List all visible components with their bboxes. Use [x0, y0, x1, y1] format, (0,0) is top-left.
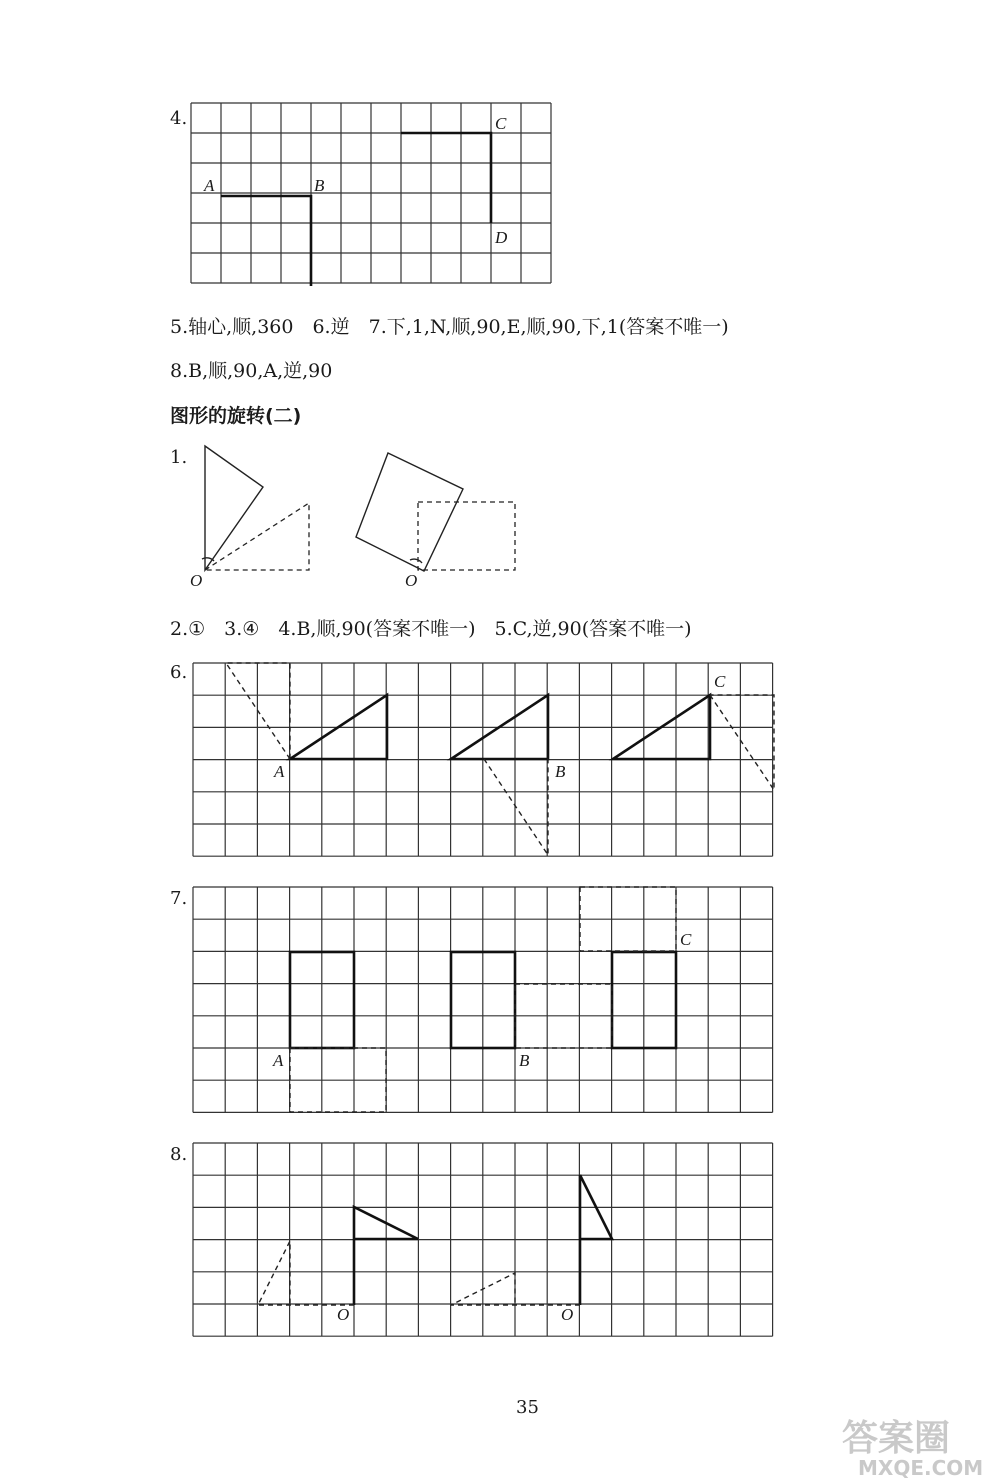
- label-a-6: A: [274, 762, 285, 781]
- label-c: C: [495, 114, 507, 133]
- label-c-7: C: [680, 930, 692, 949]
- section-title: 图形的旋转(二): [170, 405, 302, 427]
- watermark-logo: 答案圈: [842, 1418, 951, 1459]
- label-o-8a: O: [337, 1305, 350, 1324]
- page-number: 35: [516, 1397, 539, 1418]
- problem-8-number: 8.: [170, 1144, 188, 1165]
- problem-7-number: 7.: [170, 888, 188, 909]
- problem-1-number: 1.: [170, 447, 188, 468]
- watermark-url: MXQE.COM: [858, 1456, 984, 1480]
- answers-8: 8.B,顺,90,A,逆,90: [170, 360, 333, 382]
- answers-2-5: 2.① 3.④ 4.B,顺,90(答案不唯一) 5.C,逆,90(答案不唯一): [170, 618, 692, 640]
- label-a: A: [204, 176, 215, 195]
- label-b-7: B: [519, 1051, 530, 1070]
- label-b: B: [314, 176, 325, 195]
- label-a-7: A: [273, 1051, 284, 1070]
- label-o-8b: O: [561, 1305, 574, 1324]
- label-d: D: [495, 228, 508, 247]
- label-o-1: O: [190, 571, 203, 590]
- problem-6-number: 6.: [170, 662, 188, 683]
- problem-4-number: 4.: [170, 108, 188, 129]
- label-c-6: C: [714, 672, 726, 691]
- answers-5-7: 5.轴心,顺,360 6.逆 7.下,1,N,顺,90,E,顺,90,下,1(答案不唯一): [170, 316, 729, 338]
- label-o-2: O: [405, 571, 418, 590]
- flag-2: [580, 1175, 612, 1305]
- label-b-6: B: [555, 762, 566, 781]
- rotated-flag-1: [258, 1241, 354, 1305]
